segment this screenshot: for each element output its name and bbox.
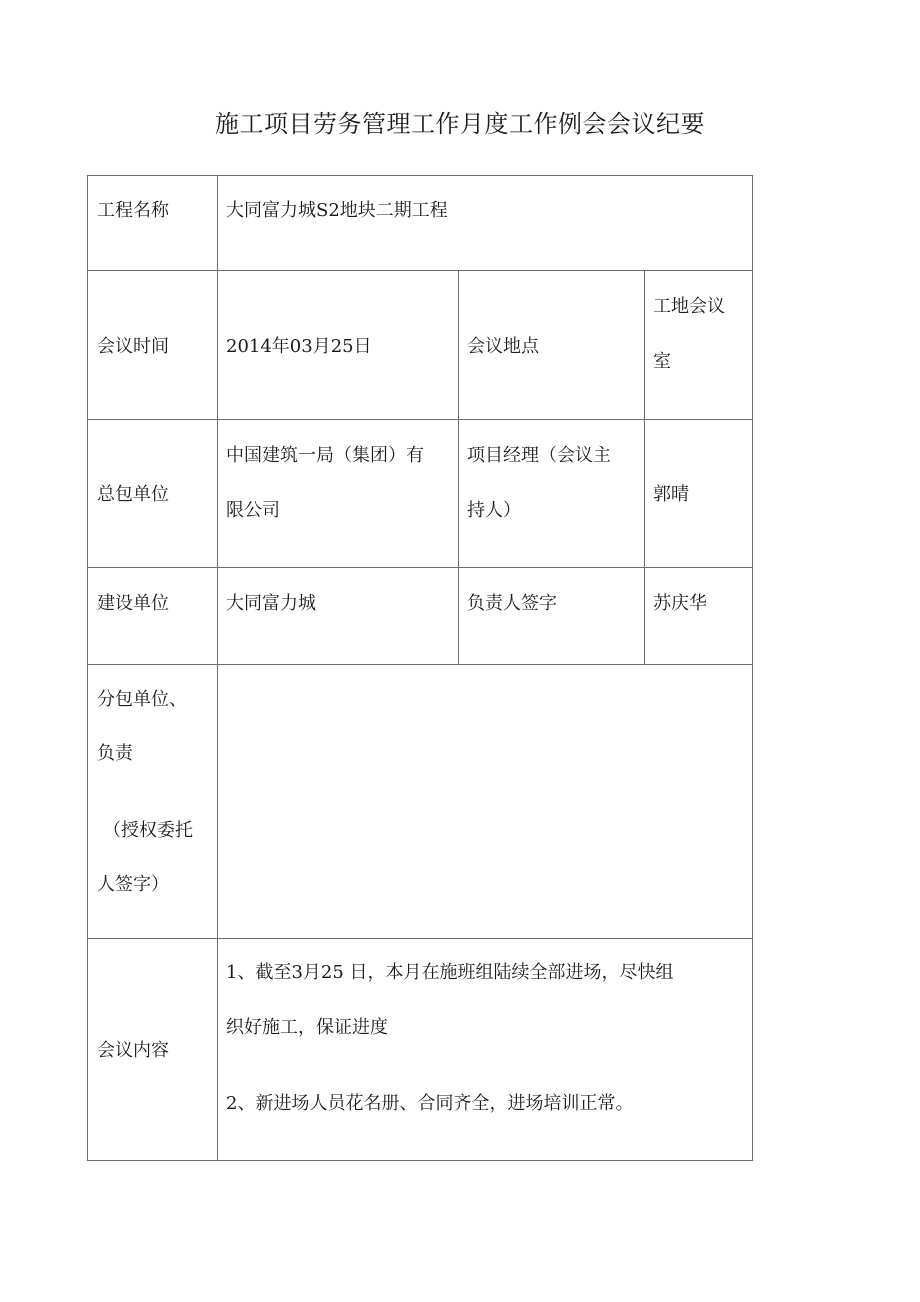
column-divider — [644, 270, 645, 665]
signer-value: 苏庆华 — [653, 593, 707, 614]
project-manager-value: 郭晴 — [653, 484, 689, 505]
column-divider — [458, 270, 459, 665]
project-manager-label-line1: 项目经理（会议主 — [467, 445, 611, 466]
meeting-content-item-1-line2: 织好施工，保证进度 — [226, 1017, 388, 1038]
row-divider — [87, 270, 753, 271]
subcontractor-label-line1: 分包单位、 — [97, 689, 187, 710]
meeting-location-label: 会议地点 — [467, 336, 539, 357]
table-border-right — [752, 175, 753, 1161]
owner-value: 大同富力城 — [226, 593, 316, 614]
meeting-location-value-line1: 工地会议 — [653, 296, 725, 317]
subcontractor-label-line4: 人签字） — [97, 874, 169, 895]
meeting-content-item-2: 2、新进场人员花名册、合同齐全，进场培训正常。 — [226, 1093, 634, 1114]
row-divider — [87, 567, 753, 568]
signer-label: 负责人签字 — [467, 593, 557, 614]
general-contractor-value-line1: 中国建筑一局（集团）有 — [226, 445, 424, 466]
meeting-content-label: 会议内容 — [97, 1040, 169, 1061]
table-border-bottom — [87, 1160, 753, 1161]
project-name-value: 大同富力城S2地块二期工程 — [226, 200, 448, 221]
project-name-label: 工程名称 — [97, 200, 169, 221]
row-divider — [87, 664, 753, 665]
meeting-content-item-1-line1: 1、截至3月25 日，本月在施班组陆续全部进场，尽快组 — [226, 962, 674, 983]
subcontractor-label-line2: 负责 — [97, 743, 133, 764]
subcontractor-label-line3: （授权委托 — [103, 820, 193, 841]
meeting-time-value: 2014年03月25日 — [226, 336, 372, 357]
column-divider — [217, 175, 218, 1161]
meeting-time-label: 会议时间 — [97, 336, 169, 357]
row-divider — [87, 419, 753, 420]
general-contractor-value-line2: 限公司 — [226, 500, 280, 521]
document-title: 施工项目劳务管理工作月度工作例会会议纪要 — [215, 110, 705, 138]
table-border-left — [87, 175, 88, 1161]
table-border-top — [87, 175, 753, 176]
project-manager-label-line2: 持人） — [467, 500, 521, 521]
meeting-location-value-line2: 室 — [653, 351, 671, 372]
general-contractor-label: 总包单位 — [97, 484, 169, 505]
owner-label: 建设单位 — [97, 593, 169, 614]
row-divider — [87, 938, 753, 939]
